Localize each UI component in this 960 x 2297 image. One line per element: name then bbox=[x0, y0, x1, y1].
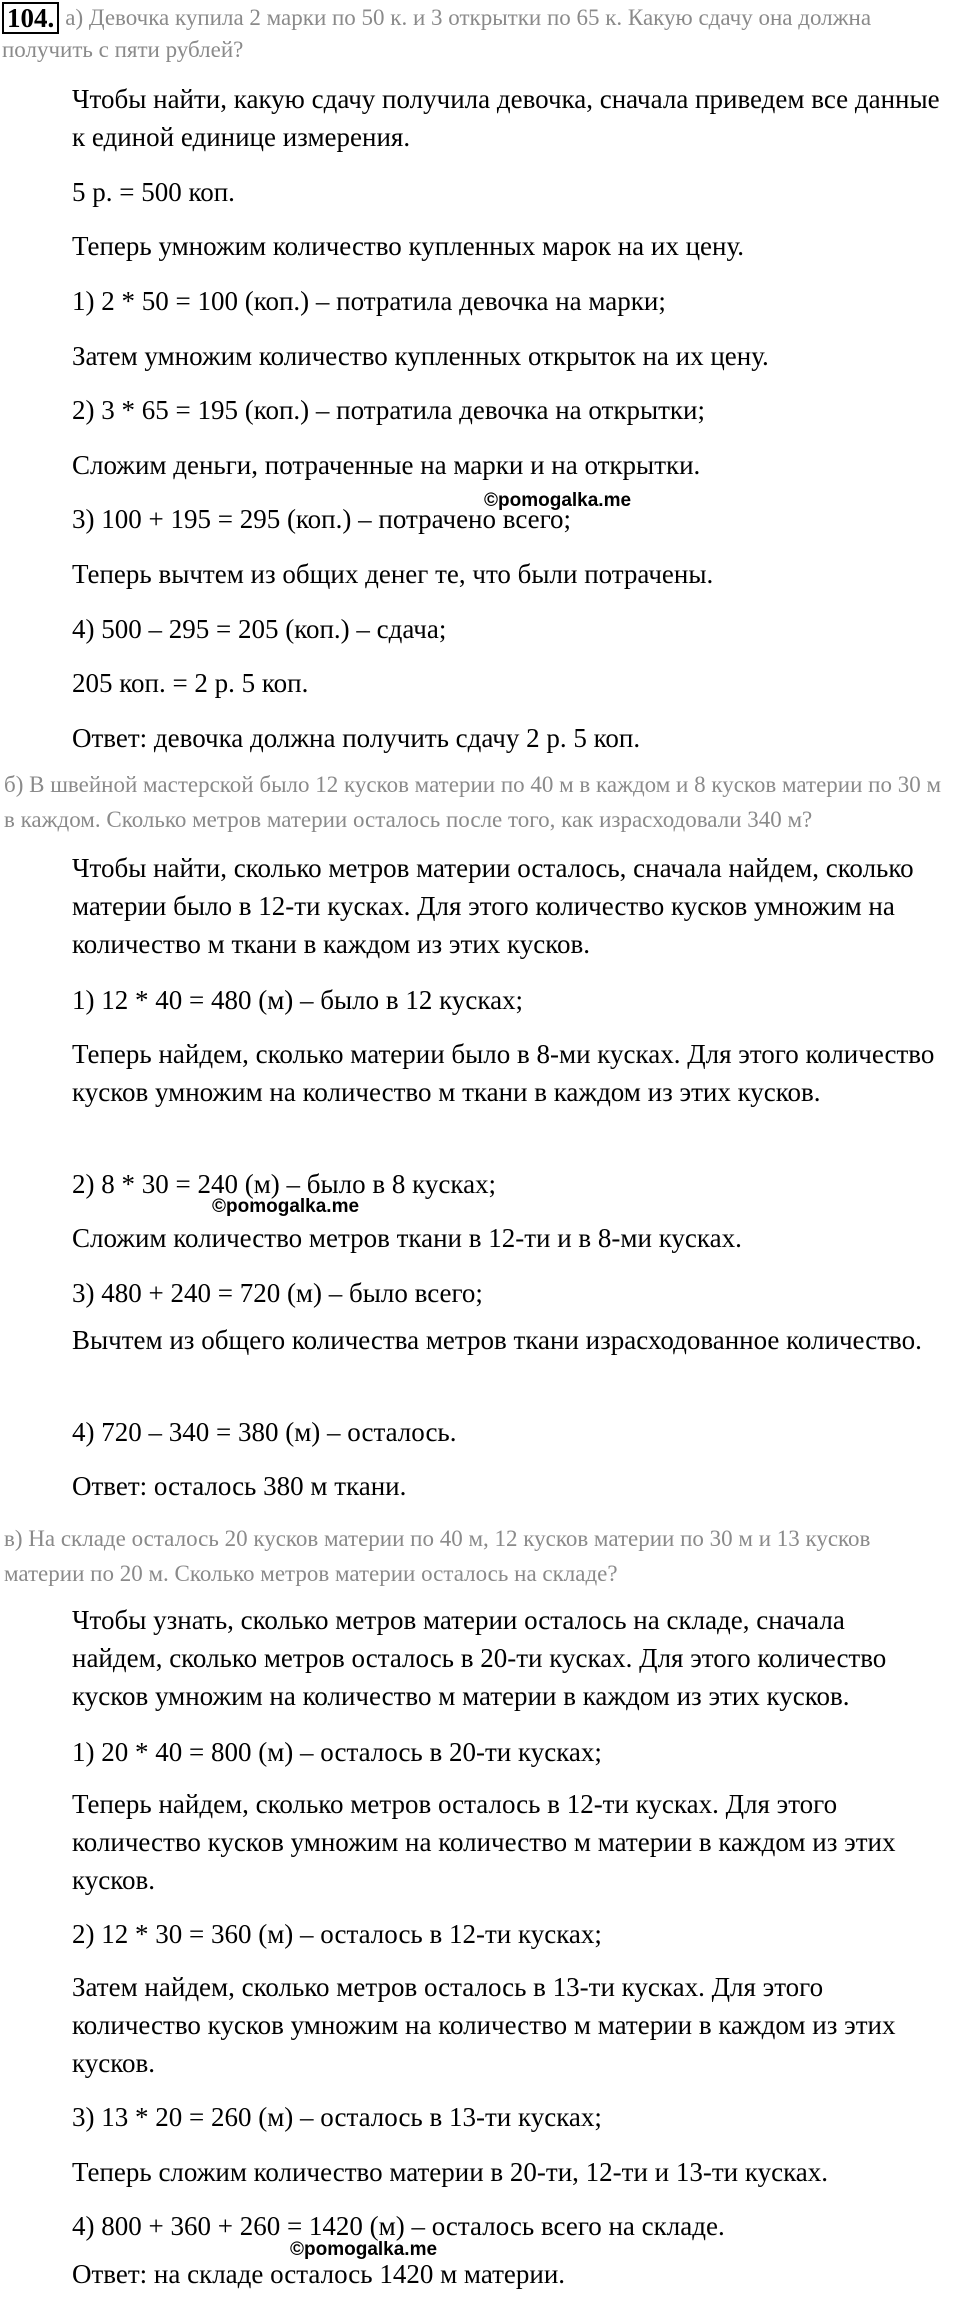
c-line-6: 3) 13 * 20 = 260 (м) – осталось в 13-ти кусках; bbox=[72, 2102, 602, 2132]
a-line-9: Теперь вычтем из общих денег те, что были потрачены. bbox=[72, 559, 714, 589]
b-line-7: Вычтем из общего количества метров ткани израсходованное количество. bbox=[72, 1325, 922, 1355]
a-line-7: Сложим деньги, потраченные на марки и на открытки. bbox=[72, 450, 701, 480]
b-line-4: 2) 8 * 30 = 240 (м) – было в 8 кусках; bbox=[72, 1169, 497, 1199]
a-line-3: Теперь умножим количество купленных марок на их цену. bbox=[72, 231, 745, 261]
c-line-2: 1) 20 * 40 = 800 (м) – осталось в 20-ти кусках; bbox=[72, 1737, 602, 1767]
b-line-5: Сложим количество метров ткани в 12-ти и в 8-ми кусках. bbox=[72, 1223, 742, 1253]
a-line-10: 4) 500 – 295 = 205 (коп.) – сдача; bbox=[72, 614, 447, 644]
c-line-9: Ответ: на складе осталось 1420 м материи. bbox=[72, 2259, 566, 2289]
b-line-8: 4) 720 – 340 = 380 (м) – осталось. bbox=[72, 1417, 457, 1447]
a-line-8: 3) 100 + 195 = 295 (коп.) – потрачено всего; bbox=[72, 504, 572, 534]
c-line-7: Теперь сложим количество материи в 20-ти, 12-ти и 13-ти кусках. bbox=[72, 2157, 829, 2187]
c-line-4: 2) 12 * 30 = 360 (м) – осталось в 12-ти кусках; bbox=[72, 1919, 602, 1949]
a-line-11: 205 коп. = 2 р. 5 коп. bbox=[72, 668, 309, 698]
watermark: ©pomogalka.me bbox=[484, 490, 632, 511]
a-line-2: 5 р. = 500 коп. bbox=[72, 177, 235, 207]
c-line-3: Теперь найдем, сколько метров осталось в 12-ти кусках. Для этого количество кусков умножим на количество м материи в каждом из этих кусков. bbox=[72, 1789, 903, 1895]
a-line-1: Чтобы найти, какую сдачу получила девочка, сначала приведем все данные к единой единице измерения. bbox=[72, 84, 947, 152]
b-line-2: 1) 12 * 40 = 480 (м) – было в 12 кусках; bbox=[72, 985, 524, 1015]
a-line-12: Ответ: девочка должна получить сдачу 2 р. 5 коп. bbox=[72, 723, 641, 753]
b-line-1: Чтобы найти, сколько метров материи осталось, сначала найдем, сколько материи было в 12-ти кусках. Для этого количество кусков умножим на количество м ткани в каждом из этих кусков. bbox=[72, 853, 921, 959]
b-line-6: 3) 480 + 240 = 720 (м) – было всего; bbox=[72, 1278, 483, 1308]
c-line-1: Чтобы узнать, сколько метров материи осталось на складе, сначала найдем, сколько метров осталось в 20-ти кусках. Для этого количество кусков умножим на количество м материи в каждом из этих кусков. bbox=[72, 1605, 894, 1711]
a-line-4: 1) 2 * 50 = 100 (коп.) – потратила девочка на марки; bbox=[72, 286, 666, 316]
problem-number: 104. bbox=[2, 2, 59, 34]
a-line-6: 2) 3 * 65 = 195 (коп.) – потратила девочка на открытки; bbox=[72, 395, 705, 425]
c-line-8: 4) 800 + 360 + 260 = 1420 (м) – осталось всего на складе. bbox=[72, 2211, 725, 2241]
watermark: ©pomogalka.me bbox=[290, 2239, 438, 2260]
watermark: ©pomogalka.me bbox=[212, 1196, 360, 1217]
b-line-3: Теперь найдем, сколько материи было в 8-ми кусках. Для этого количество кусков умножим на количество м ткани в каждом из этих кусков. bbox=[72, 1039, 942, 1107]
c-line-5: Затем найдем, сколько метров осталось в 13-ти кусках. Для этого количество кусков умножим на количество м материи в каждом из этих кусков. bbox=[72, 1972, 903, 2078]
task-a-text: а) Девочка купила 2 марки по 50 к. и 3 открытки по 65 к. Какую сдачу она должна получить с пяти рублей? bbox=[2, 5, 872, 62]
problem-a-statement bbox=[2, 2, 952, 66]
b-line-9: Ответ: осталось 380 м ткани. bbox=[72, 1471, 407, 1501]
task-c-text: в) На складе осталось 20 кусков материи по 40 м, 12 кусков материи по 30 м и 13 кусков материи по 20 м. Сколько метров материи осталось на складе? bbox=[4, 1526, 871, 1586]
task-b-text: б) В швейной мастерской было 12 кусков материи по 40 м в каждом и 8 кусков материи по 30 м в каждом. Сколько метров материи осталось после того, как израсходовали 340 м? bbox=[4, 772, 942, 832]
a-line-5: Затем умножим количество купленных открыток на их цену. bbox=[72, 341, 769, 371]
